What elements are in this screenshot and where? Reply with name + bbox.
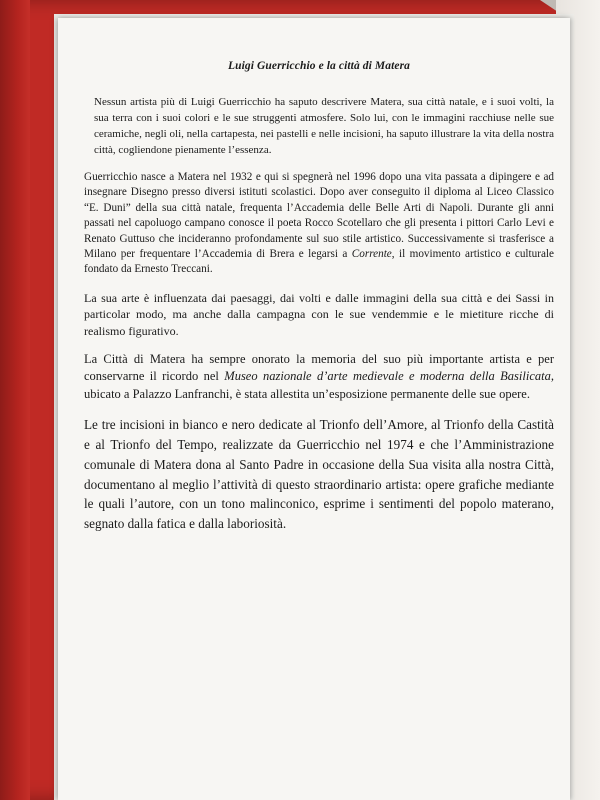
paragraph-museum [84,351,554,403]
paragraph-text: La Città di Matera ha sempre onorato la memoria del suo più importante artista e per conservarne il ricordo nel [84,352,554,384]
document-content [84,60,554,546]
paragraph-art-influences [84,290,554,339]
paragraph-engravings [84,415,554,534]
paragraph-text: Nessun artista più di Luigi Guerricchio ha saputo descrivere Matera, sua città natale, e i suoi volti, la sua terra con i suoi colori e le sue struggenti atmosfere. Solo lui, con le immagini racchiuse nelle sue ceramiche, negli oli, nella cartapesta, nei pastelli e nelle incisioni, ha saputo illustrare la vita della nostra città, cogliendone pienamente l’essenza. [94,96,554,156]
italic-museum-name: Museo nazionale d’arte medievale e moderna della Basilicata, [224,369,554,384]
paragraph-biography [84,170,554,278]
document-title: Luigi Guerricchio e la città di Matera [227,60,411,72]
paragraph-text: , il movimento artistico e culturale fondato da Ernesto Treccani. [84,248,554,276]
folder-spine [0,0,30,800]
paragraph-intro [84,94,554,158]
paragraph-text: Guerricchio nasce a Matera nel 1932 e qui si spegnerà nel 1996 dopo una vita passata a dipingere e ad insegnare Disegno presso diversi istituti scolastici. Dopo aver conseguito il diploma al Liceo Classico “E. Duni” della sua città natale, frequenta l’Accademia delle Belle Arti di Napoli. Durante gli anni passati nel capoluogo campano conosce il poeta Rocco Scotellaro che gli presenta i pittori Carlo Levi e Renato Guttuso che incideranno profondamente sul suo stile artistico. Successivamente si trasferisce a Milano per frequentare l’Accademia di Brera e legarsi a [84,171,554,261]
paragraph-text: ubicato a Palazzo Lanfranchi, è stata allestita un’esposizione permanente delle sue opere. [84,386,530,401]
italic-term: Corrente [351,248,392,261]
paragraph-text: La sua arte è influenzata dai paesaggi, dai volti e dalle immagini della sua città e dei Sassi in particolar modo, ma anche dalla campagna con le sue vendemmie e le mietiture ricche di realismo figurativo. [84,290,554,338]
paragraph-text: Le tre incisioni in bianco e nero dedicate al Trionfo dell’Amore, al Trionfo della Castità e al Trionfo del Tempo, realizzate da Guerricchio nel 1974 e che l’Amministrazione comunale di Matera dona al Santo Padre in occasione della Sua visita alla nostra Città, documentano al meglio l’attività di questo straordinario artista: opere grafiche mediante le quali l’autore, con un tono malinconico, esprime i sentimenti del popolo materano, segnato dalla fatica e dalla laboriosità. [84,417,554,532]
